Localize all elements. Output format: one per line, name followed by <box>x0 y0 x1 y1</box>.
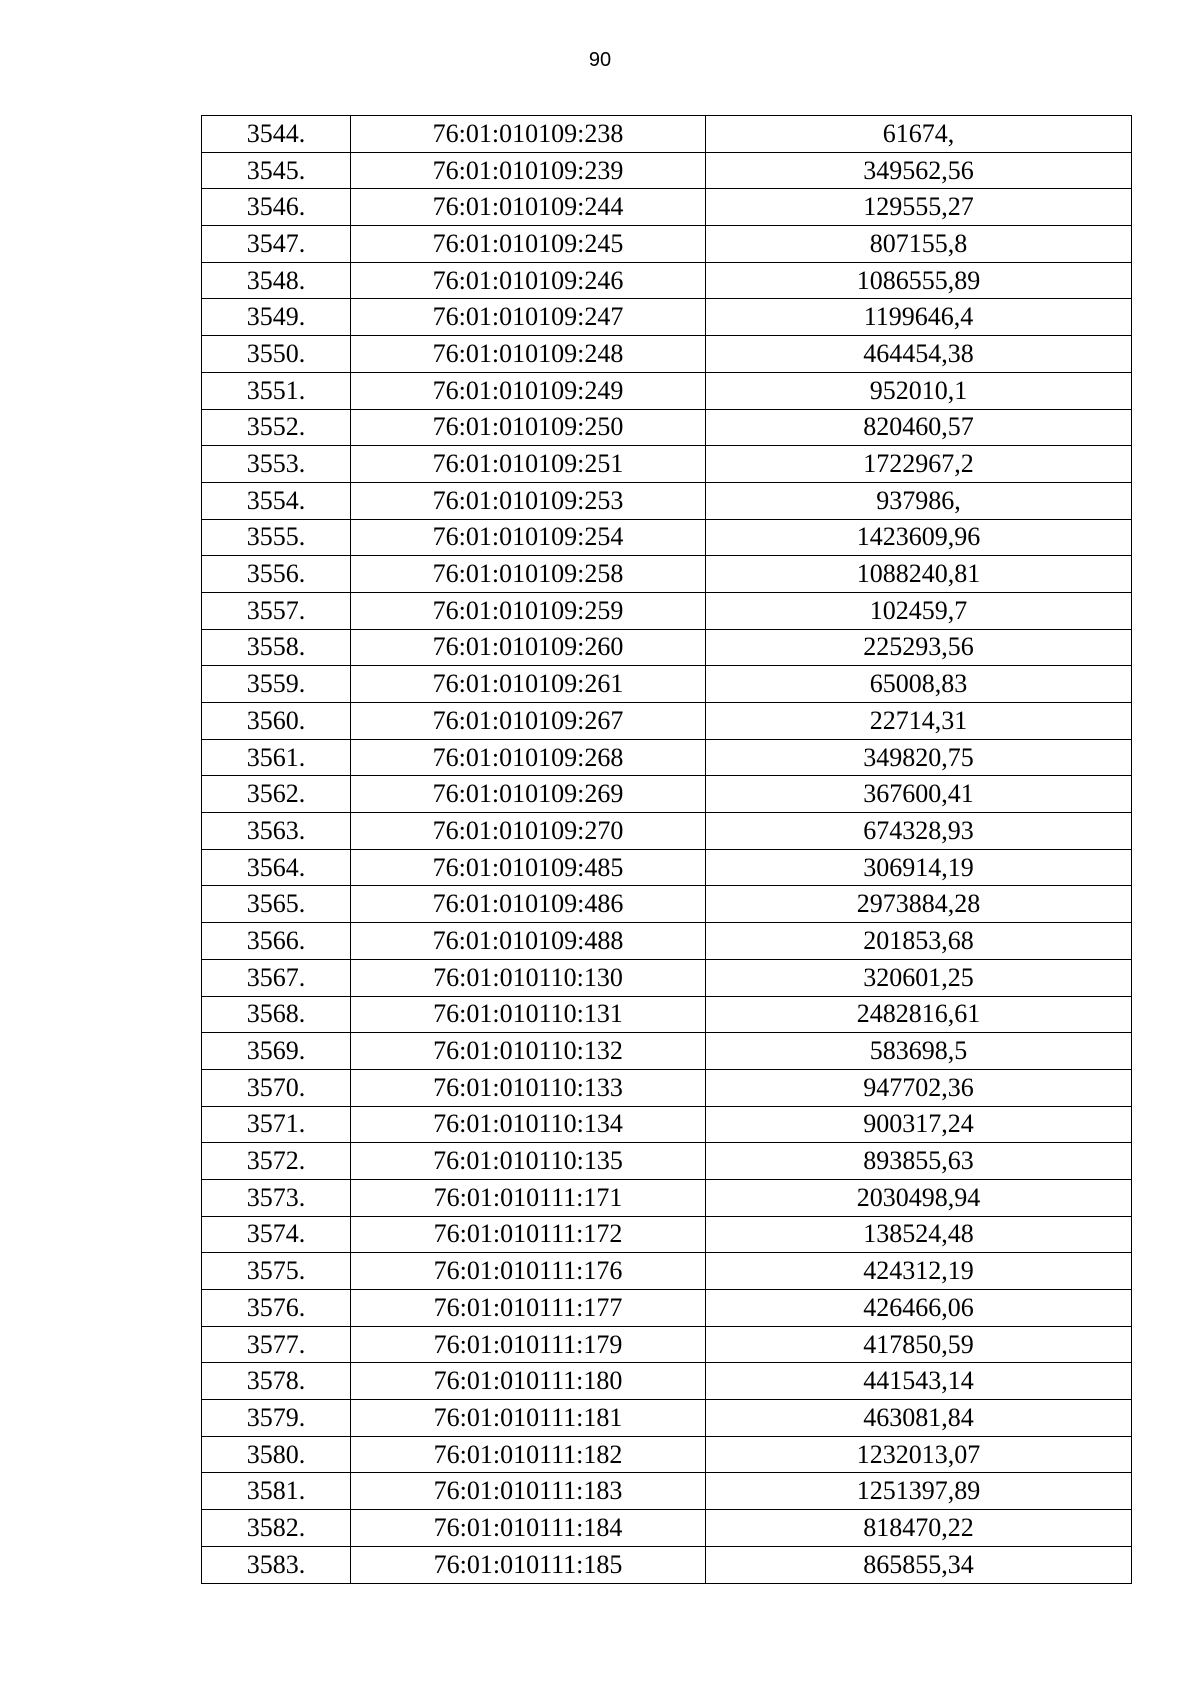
cadastral-value-cell: 900317,24 <box>706 1106 1132 1143</box>
cadastral-number-cell: 76:01:010111:182 <box>351 1436 706 1473</box>
cadastral-number-cell: 76:01:010111:181 <box>351 1400 706 1437</box>
cadastral-number-cell: 76:01:010109:248 <box>351 336 706 373</box>
table-row <box>202 886 1132 923</box>
table-row <box>202 849 1132 886</box>
cadastral-number-cell: 76:01:010109:485 <box>351 849 706 886</box>
cadastral-value-cell: 349562,56 <box>706 152 1132 189</box>
cadastral-value-cell: 65008,83 <box>706 666 1132 703</box>
cadastral-value-cell: 463081,84 <box>706 1400 1132 1437</box>
cadastral-value-cell: 225293,56 <box>706 629 1132 666</box>
cadastral-number-cell: 76:01:010109:250 <box>351 409 706 446</box>
row-number-cell: 3572. <box>202 1143 351 1180</box>
cadastral-value-cell: 22714,31 <box>706 703 1132 740</box>
table-row <box>202 629 1132 666</box>
cadastral-value-cell: 1423609,96 <box>706 519 1132 556</box>
cadastral-number-cell: 76:01:010109:238 <box>351 116 706 153</box>
cadastral-value-cell: 674328,93 <box>706 813 1132 850</box>
table-body <box>202 116 1132 1584</box>
table-row <box>202 1253 1132 1290</box>
cadastral-value-cell: 138524,48 <box>706 1216 1132 1253</box>
cadastral-value-cell: 947702,36 <box>706 1069 1132 1106</box>
cadastral-value-cell: 2973884,28 <box>706 886 1132 923</box>
cadastral-value-cell: 61674, <box>706 116 1132 153</box>
table-row <box>202 446 1132 483</box>
cadastral-number-cell: 76:01:010110:132 <box>351 1033 706 1070</box>
cadastral-number-cell: 76:01:010109:486 <box>351 886 706 923</box>
cadastral-number-cell: 76:01:010109:258 <box>351 556 706 593</box>
cadastral-number-cell: 76:01:010110:135 <box>351 1143 706 1180</box>
cadastral-value-cell: 424312,19 <box>706 1253 1132 1290</box>
cadastral-value-cell: 306914,19 <box>706 849 1132 886</box>
table-row <box>202 1033 1132 1070</box>
cadastral-value-table <box>201 115 1132 1584</box>
cadastral-value-cell: 820460,57 <box>706 409 1132 446</box>
row-number-cell: 3571. <box>202 1106 351 1143</box>
row-number-cell: 3555. <box>202 519 351 556</box>
table-row <box>202 262 1132 299</box>
row-number-cell: 3551. <box>202 372 351 409</box>
cadastral-number-cell: 76:01:010110:133 <box>351 1069 706 1106</box>
cadastral-number-cell: 76:01:010110:131 <box>351 996 706 1033</box>
row-number-cell: 3556. <box>202 556 351 593</box>
table-row <box>202 1106 1132 1143</box>
table-row <box>202 1400 1132 1437</box>
row-number-cell: 3568. <box>202 996 351 1033</box>
cadastral-number-cell: 76:01:010111:177 <box>351 1290 706 1327</box>
table-row <box>202 226 1132 263</box>
table-row <box>202 1290 1132 1327</box>
cadastral-number-cell: 76:01:010109:254 <box>351 519 706 556</box>
table-row <box>202 666 1132 703</box>
row-number-cell: 3569. <box>202 1033 351 1070</box>
table-row <box>202 996 1132 1033</box>
table-row <box>202 299 1132 336</box>
cadastral-value-cell: 2482816,61 <box>706 996 1132 1033</box>
cadastral-value-cell: 952010,1 <box>706 372 1132 409</box>
row-number-cell: 3577. <box>202 1326 351 1363</box>
table-row <box>202 1473 1132 1510</box>
cadastral-value-cell: 426466,06 <box>706 1290 1132 1327</box>
cadastral-number-cell: 76:01:010109:251 <box>351 446 706 483</box>
row-number-cell: 3548. <box>202 262 351 299</box>
cadastral-number-cell: 76:01:010110:134 <box>351 1106 706 1143</box>
cadastral-value-cell: 583698,5 <box>706 1033 1132 1070</box>
row-number-cell: 3574. <box>202 1216 351 1253</box>
table-row <box>202 703 1132 740</box>
cadastral-value-cell: 1251397,89 <box>706 1473 1132 1510</box>
cadastral-number-cell: 76:01:010109:247 <box>351 299 706 336</box>
table-row <box>202 519 1132 556</box>
cadastral-number-cell: 76:01:010109:259 <box>351 592 706 629</box>
cadastral-value-cell: 102459,7 <box>706 592 1132 629</box>
row-number-cell: 3566. <box>202 923 351 960</box>
page-number: 90 <box>588 49 612 71</box>
row-number-cell: 3565. <box>202 886 351 923</box>
table-row <box>202 189 1132 226</box>
cadastral-number-cell: 76:01:010111:176 <box>351 1253 706 1290</box>
cadastral-number-cell: 76:01:010109:269 <box>351 776 706 813</box>
cadastral-value-cell: 129555,27 <box>706 189 1132 226</box>
row-number-cell: 3578. <box>202 1363 351 1400</box>
row-number-cell: 3581. <box>202 1473 351 1510</box>
cadastral-value-cell: 464454,38 <box>706 336 1132 373</box>
row-number-cell: 3576. <box>202 1290 351 1327</box>
row-number-cell: 3567. <box>202 959 351 996</box>
cadastral-value-cell: 367600,41 <box>706 776 1132 813</box>
row-number-cell: 3558. <box>202 629 351 666</box>
table-row <box>202 1326 1132 1363</box>
table-row <box>202 739 1132 776</box>
table-row <box>202 336 1132 373</box>
table-row <box>202 116 1132 153</box>
table-row <box>202 556 1132 593</box>
table-row <box>202 776 1132 813</box>
cadastral-value-cell: 441543,14 <box>706 1363 1132 1400</box>
table-row <box>202 923 1132 960</box>
row-number-cell: 3570. <box>202 1069 351 1106</box>
row-number-cell: 3552. <box>202 409 351 446</box>
cadastral-number-cell: 76:01:010109:245 <box>351 226 706 263</box>
cadastral-number-cell: 76:01:010111:172 <box>351 1216 706 1253</box>
row-number-cell: 3547. <box>202 226 351 263</box>
row-number-cell: 3563. <box>202 813 351 850</box>
cadastral-number-cell: 76:01:010109:261 <box>351 666 706 703</box>
row-number-cell: 3564. <box>202 849 351 886</box>
row-number-cell: 3573. <box>202 1179 351 1216</box>
row-number-cell: 3549. <box>202 299 351 336</box>
row-number-cell: 3559. <box>202 666 351 703</box>
cadastral-value-cell: 1232013,07 <box>706 1436 1132 1473</box>
cadastral-number-cell: 76:01:010111:171 <box>351 1179 706 1216</box>
table-row <box>202 409 1132 446</box>
row-number-cell: 3560. <box>202 703 351 740</box>
row-number-cell: 3553. <box>202 446 351 483</box>
table-row <box>202 1546 1132 1583</box>
row-number-cell: 3561. <box>202 739 351 776</box>
cadastral-value-cell: 417850,59 <box>706 1326 1132 1363</box>
cadastral-value-cell: 937986, <box>706 482 1132 519</box>
row-number-cell: 3580. <box>202 1436 351 1473</box>
cadastral-value-cell: 865855,34 <box>706 1546 1132 1583</box>
cadastral-value-cell: 1086555,89 <box>706 262 1132 299</box>
table-row <box>202 1069 1132 1106</box>
row-number-cell: 3554. <box>202 482 351 519</box>
row-number-cell: 3582. <box>202 1510 351 1547</box>
cadastral-value-cell: 893855,63 <box>706 1143 1132 1180</box>
table-row <box>202 1179 1132 1216</box>
table-row <box>202 372 1132 409</box>
row-number-cell: 3546. <box>202 189 351 226</box>
table-row <box>202 592 1132 629</box>
row-number-cell: 3575. <box>202 1253 351 1290</box>
cadastral-number-cell: 76:01:010109:488 <box>351 923 706 960</box>
cadastral-number-cell: 76:01:010111:179 <box>351 1326 706 1363</box>
table-row <box>202 1216 1132 1253</box>
cadastral-number-cell: 76:01:010110:130 <box>351 959 706 996</box>
cadastral-number-cell: 76:01:010109:267 <box>351 703 706 740</box>
cadastral-number-cell: 76:01:010109:268 <box>351 739 706 776</box>
cadastral-number-cell: 76:01:010109:253 <box>351 482 706 519</box>
cadastral-value-cell: 1199646,4 <box>706 299 1132 336</box>
cadastral-value-cell: 807155,8 <box>706 226 1132 263</box>
table-row <box>202 152 1132 189</box>
row-number-cell: 3545. <box>202 152 351 189</box>
cadastral-number-cell: 76:01:010111:180 <box>351 1363 706 1400</box>
cadastral-number-cell: 76:01:010111:185 <box>351 1546 706 1583</box>
table-row <box>202 813 1132 850</box>
table-row <box>202 959 1132 996</box>
table-row <box>202 482 1132 519</box>
row-number-cell: 3562. <box>202 776 351 813</box>
cadastral-number-cell: 76:01:010109:246 <box>351 262 706 299</box>
table-row <box>202 1436 1132 1473</box>
row-number-cell: 3579. <box>202 1400 351 1437</box>
cadastral-value-cell: 349820,75 <box>706 739 1132 776</box>
cadastral-number-cell: 76:01:010109:239 <box>351 152 706 189</box>
cadastral-number-cell: 76:01:010111:184 <box>351 1510 706 1547</box>
row-number-cell: 3557. <box>202 592 351 629</box>
cadastral-number-cell: 76:01:010109:244 <box>351 189 706 226</box>
cadastral-value-cell: 818470,22 <box>706 1510 1132 1547</box>
cadastral-number-cell: 76:01:010109:270 <box>351 813 706 850</box>
cadastral-value-cell: 2030498,94 <box>706 1179 1132 1216</box>
table-row <box>202 1363 1132 1400</box>
cadastral-value-cell: 320601,25 <box>706 959 1132 996</box>
cadastral-number-cell: 76:01:010109:260 <box>351 629 706 666</box>
cadastral-number-cell: 76:01:010111:183 <box>351 1473 706 1510</box>
row-number-cell: 3544. <box>202 116 351 153</box>
cadastral-value-cell: 1722967,2 <box>706 446 1132 483</box>
row-number-cell: 3583. <box>202 1546 351 1583</box>
cadastral-value-cell: 1088240,81 <box>706 556 1132 593</box>
table-row <box>202 1143 1132 1180</box>
row-number-cell: 3550. <box>202 336 351 373</box>
cadastral-value-cell: 201853,68 <box>706 923 1132 960</box>
table-row <box>202 1510 1132 1547</box>
cadastral-number-cell: 76:01:010109:249 <box>351 372 706 409</box>
